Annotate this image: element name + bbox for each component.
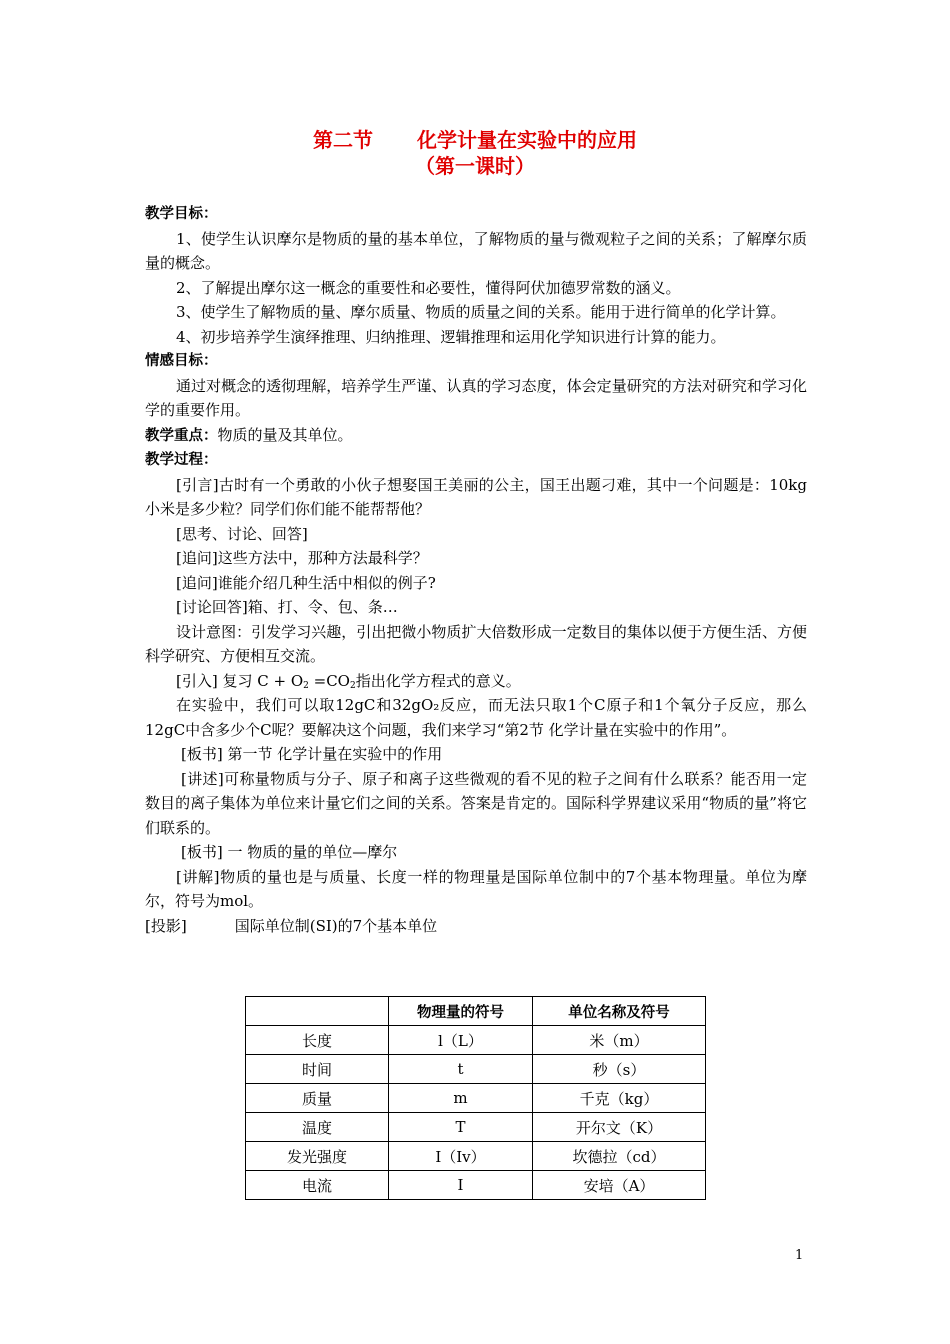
table-header-row <box>246 997 706 1026</box>
goals-heading: 教学目标： <box>145 206 218 222</box>
table-cell: T <box>389 1113 533 1142</box>
emotion-heading: 情感目标： <box>145 353 218 369</box>
page-title <box>0 124 950 153</box>
goal-item-1: 1、使学生认识摩尔是物质的量的基本单位，了解物质的量与微观粒子之间的关系；了解摩尔质量的概念。 <box>145 229 807 272</box>
table-header-cell: 物理量的符号 <box>389 997 533 1026</box>
goal-item-2: 2、了解提出摩尔这一概念的重要性和必要性，懂得阿伏加德罗常数的涵义。 <box>176 278 681 297</box>
process-ask-1: [追问]这些方法中，那种方法最科学？ <box>176 549 428 567</box>
table-cell: l（L） <box>389 1026 533 1055</box>
table-row <box>246 1026 706 1055</box>
table-cell: 时间 <box>246 1055 389 1084</box>
key-heading: 教学重点： <box>145 427 218 444</box>
process-intro: [引言]古时有一个勇敢的小伙子想娶国王美丽的公主，国王出题刁难，其中一个问题是：10kg小米是多少粒？同学们你们能不能帮帮他？ <box>145 475 807 518</box>
table-cell: 开尔文（K） <box>533 1113 706 1142</box>
goal-item-3: 3、使学生了解物质的量、摩尔质量、物质的质量之间的关系。能用于进行简单的化学计算。 <box>176 303 786 321</box>
table-cell: t <box>389 1055 533 1084</box>
emotion-text: 通过对概念的透彻理解，培养学生严谨、认真的学习态度，体会定量研究的方法对研究和学习化学的重要作用。 <box>145 376 807 419</box>
process-introduce: [引入] 复习 $C + O_2 =CO_2$指出化学方程式的意义。 <box>176 671 521 691</box>
table-cell: 电流 <box>246 1171 389 1200</box>
table-caption: 国际单位制(SI)的7个基本单位 <box>234 916 438 935</box>
title-name: 化学计量在实验中的应用 <box>417 128 637 152</box>
table-header-cell: 单位名称及符号 <box>533 997 706 1026</box>
table-row <box>246 1171 706 1200</box>
projection-tag: [投影] <box>145 916 187 935</box>
page-number: 1 <box>795 1248 804 1263</box>
key-text: 物质的量及其单位。 <box>217 425 353 444</box>
process-board-1: [板书] 第一节 化学计量在实验中的作用 <box>181 745 443 763</box>
table-cell: 安培（A） <box>533 1171 706 1200</box>
table-cell: 温度 <box>246 1113 389 1142</box>
process-ask-2: [追问]谁能介绍几种生活中相似的例子? <box>176 573 436 592</box>
process-experiment: 在实验中，我们可以取12gC和32gO₂反应，而无法只取1个C原子和1个氧分子反应，那么12gC中含多少个C呢？要解决这个问题，我们来学习“第2节 化学计量在实验中的作用”。 <box>145 696 807 739</box>
table-cell: I <box>389 1171 533 1200</box>
key-point <box>145 423 807 449</box>
process-discuss: [讨论回答]箱、打、令、包、条… <box>176 598 398 616</box>
table-row <box>246 1084 706 1113</box>
process-design-intent: 设计意图：引发学习兴趣，引出把微小物质扩大倍数形成一定数目的集体以便于方便生活、方便科学研究、方便相互交流。 <box>145 622 807 665</box>
goal-item-4: 4、初步培养学生演绎推理、归纳推理、逻辑推理和运用化学知识进行计算的能力。 <box>176 327 726 346</box>
table-row <box>246 1113 706 1142</box>
document-body <box>145 202 807 938</box>
process-narrate: [讲述]可称量物质与分子、原子和离子这些微观的看不见的粒子之间有什么联系？能否用一定数目的离子集体为单位来计量它们之间的关系。答案是肯定的。国际科学界建议采用“物质的量”将它们联系的。 <box>145 769 807 837</box>
table-cell: 长度 <box>246 1026 389 1055</box>
table-cell: 坎德拉（cd） <box>533 1142 706 1171</box>
title-section: 第二节 <box>313 128 373 152</box>
process-heading: 教学过程： <box>145 452 218 468</box>
table-cell: m <box>389 1084 533 1113</box>
table-cell: 米（m） <box>533 1026 706 1055</box>
process-think: [思考、讨论、回答] <box>176 524 308 543</box>
page-subtitle: （第一课时） <box>415 154 535 178</box>
table-header-cell <box>246 997 389 1026</box>
table-cell: I（Iv） <box>389 1142 533 1171</box>
process-board-2: [板书] 一 物质的量的单位—摩尔 <box>181 843 398 861</box>
process-explain: [讲解]物质的量也是与质量、长度一样的物理量是国际单位制中的7个基本物理量。单位为摩尔，符号为mol。 <box>145 867 807 910</box>
table-cell: 千克（kg） <box>533 1084 706 1113</box>
table-row <box>246 1055 706 1084</box>
table-caption-line <box>145 914 807 939</box>
table-cell: 秒（s） <box>533 1055 706 1084</box>
table-row <box>246 1142 706 1171</box>
table-cell: 发光强度 <box>246 1142 389 1171</box>
table-cell: 质量 <box>246 1084 389 1113</box>
si-units-table <box>245 996 706 1200</box>
